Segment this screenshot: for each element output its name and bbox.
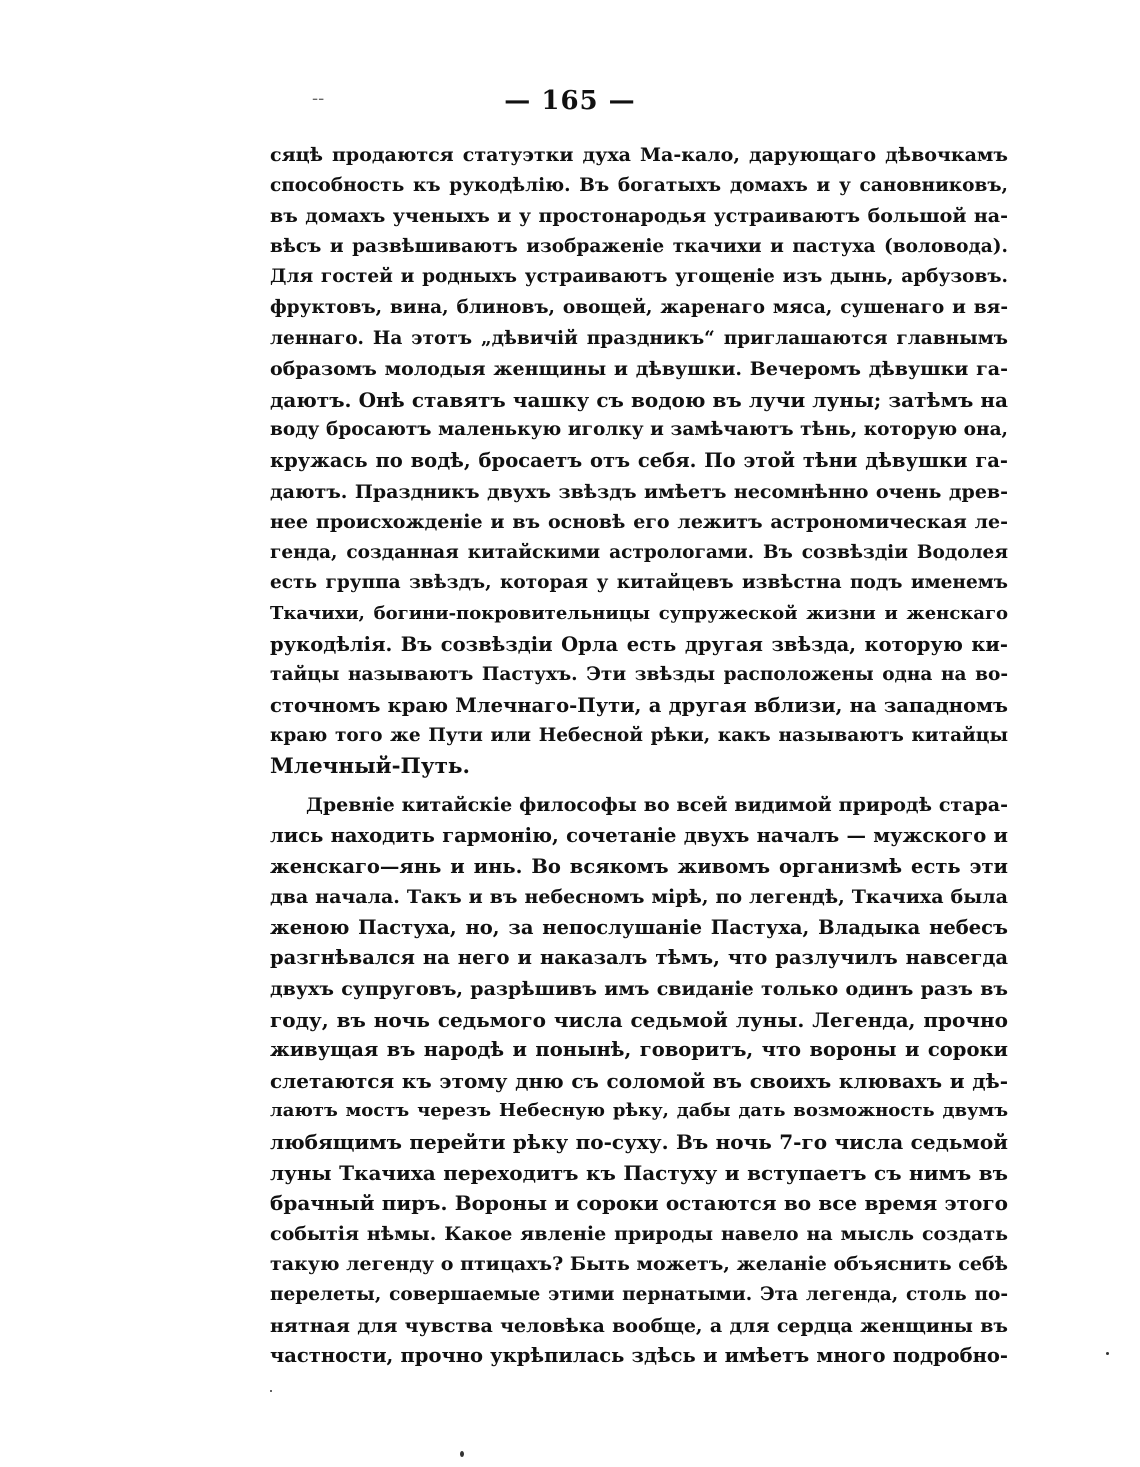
paragraph-1 xyxy=(270,140,1008,782)
text-line: рукодѣлія. Въ созвѣздіи Орла есть другая звѣзда, которую ки- xyxy=(270,632,1008,656)
text-line: такую легенду о птицахъ? Быть можетъ, желаніе объяснить себѣ xyxy=(270,1253,1008,1276)
text-line: Древніе китайскіе философы во всей видимой природѣ стара- xyxy=(306,794,1008,817)
text-line: любящимъ перейти рѣку по-суху. Въ ночь 7-го числа седьмой xyxy=(270,1130,1008,1154)
print-speck xyxy=(1106,1352,1109,1355)
text-line: женскаго—янь и инь. Во всякомъ живомъ организмѣ есть эти xyxy=(270,854,1008,878)
text-line: событія нѣмы. Какое явленіе природы навело на мысль создать xyxy=(270,1222,1008,1245)
text-line: луны Ткачиха переходитъ къ Пастуху и вступаетъ съ нимъ въ xyxy=(270,1160,1008,1185)
text-line: образомъ молодыя женщины и дѣвушки. Вечеромъ дѣвушки га- xyxy=(270,358,1008,381)
text-line: даютъ. Праздникъ двухъ звѣздъ имѣетъ несомнѣнно очень древ- xyxy=(270,480,1008,503)
text-line: брачный пиръ. Вороны и сороки остаются во все время этого xyxy=(270,1191,1008,1216)
text-line: генда, созданная китайскими астрологами. Въ созвѣздіи Водолея xyxy=(270,541,1008,563)
text-line: живущая въ народѣ и понынѣ, говоритъ, что вороны и сороки xyxy=(270,1038,1008,1062)
text-line: Для гостей и родныхъ устраиваютъ угощеніе изъ дынь, арбузовъ. xyxy=(270,266,1008,288)
text-line: нятная для чувства человѣка вообще, а для сердца женщины въ xyxy=(270,1314,1008,1337)
text-line: способность къ рукодѣлію. Въ богатыхъ домахъ и у сановниковъ, xyxy=(270,174,1008,196)
text-line: воду бросаютъ маленькую иголку и замѣчаютъ тѣнь, которую она, xyxy=(270,419,1008,441)
text-line: фруктовъ, вина, блиновъ, овощей, жаренаго мяса, сушенаго и вя- xyxy=(270,296,1008,318)
text-line: есть группа звѣздъ, которая у китайцевъ извѣстна подъ именемъ xyxy=(270,572,1008,594)
body-text xyxy=(270,140,1008,1372)
text-line: лаютъ мостъ черезъ Небесную рѣку, дабы дать возможность двумъ xyxy=(270,1100,1008,1122)
text-line: Ткачихи, богини-покровительницы супружеской жизни и женскаго xyxy=(270,602,1008,624)
print-speck xyxy=(460,1451,464,1457)
print-speck xyxy=(270,1390,272,1392)
text-line: сяцѣ продаются статуэтки духа Ма-кало, дарующаго дѣвочкамъ xyxy=(270,144,1008,166)
page-number: — 165 — xyxy=(504,86,636,116)
text-line: въ домахъ ученыхъ и у простонародья устраиваютъ большой на- xyxy=(270,205,1008,228)
text-line: леннаго. На этотъ „дѣвичій праздникъ“ приглашаются главнымъ xyxy=(270,327,1008,349)
text-line: краю того же Пути или Небесной рѣки, какъ называютъ китайцы xyxy=(270,725,1008,747)
text-line: сточномъ краю Млечнаго-Пути, а другая вблизи, на западномъ xyxy=(270,693,1008,717)
text-line: двухъ супруговъ, разрѣшивъ имъ свиданіе только одинъ разъ въ xyxy=(270,978,1008,1001)
text-line: кружась по водѣ, бросаетъ отъ себя. По этой тѣни дѣвушки га- xyxy=(270,448,1008,472)
text-line: разгнѣвался на него и наказалъ тѣмъ, что разлучилъ навсегда xyxy=(270,946,1008,970)
text-line: Млечный-Путь. xyxy=(270,753,470,779)
text-line: лись находить гармонію, сочетаніе двухъ началъ — мужского и xyxy=(270,824,1008,848)
text-line: перелеты, совершаемые этими пернатыми. Эта легенда, столь по- xyxy=(270,1283,1008,1305)
text-line: частности, прочно укрѣпилась здѣсь и имѣетъ много подробно- xyxy=(270,1344,1008,1368)
text-line: нее происхожденіе и въ основѣ его лежитъ астрономическая ле- xyxy=(270,511,1008,534)
text-line: даютъ. Онѣ ставятъ чашку съ водою въ лучи луны; затѣмъ на xyxy=(270,387,1008,412)
text-line: два начала. Такъ и въ небесномъ мірѣ, по легендѣ, Ткачиха была xyxy=(270,886,1008,909)
paragraph-2 xyxy=(270,790,1008,1371)
text-line: вѣсъ и развѣшиваютъ изображеніе ткачихи и пастуха (воловода). xyxy=(270,235,1008,257)
text-line: женою Пастуха, но, за непослушаніе Пастуха, Владыка небесъ xyxy=(270,915,1008,939)
text-line: слетаются къ этому дню съ соломой въ своихъ клювахъ и дѣ- xyxy=(270,1068,1008,1093)
margin-mark: -- xyxy=(312,88,325,109)
text-line: году, въ ночь седьмого числа седьмой луны. Легенда, прочно xyxy=(270,1007,1008,1032)
text-line: тайцы называютъ Пастухъ. Эти звѣзды расположены одна на во- xyxy=(270,664,1008,686)
